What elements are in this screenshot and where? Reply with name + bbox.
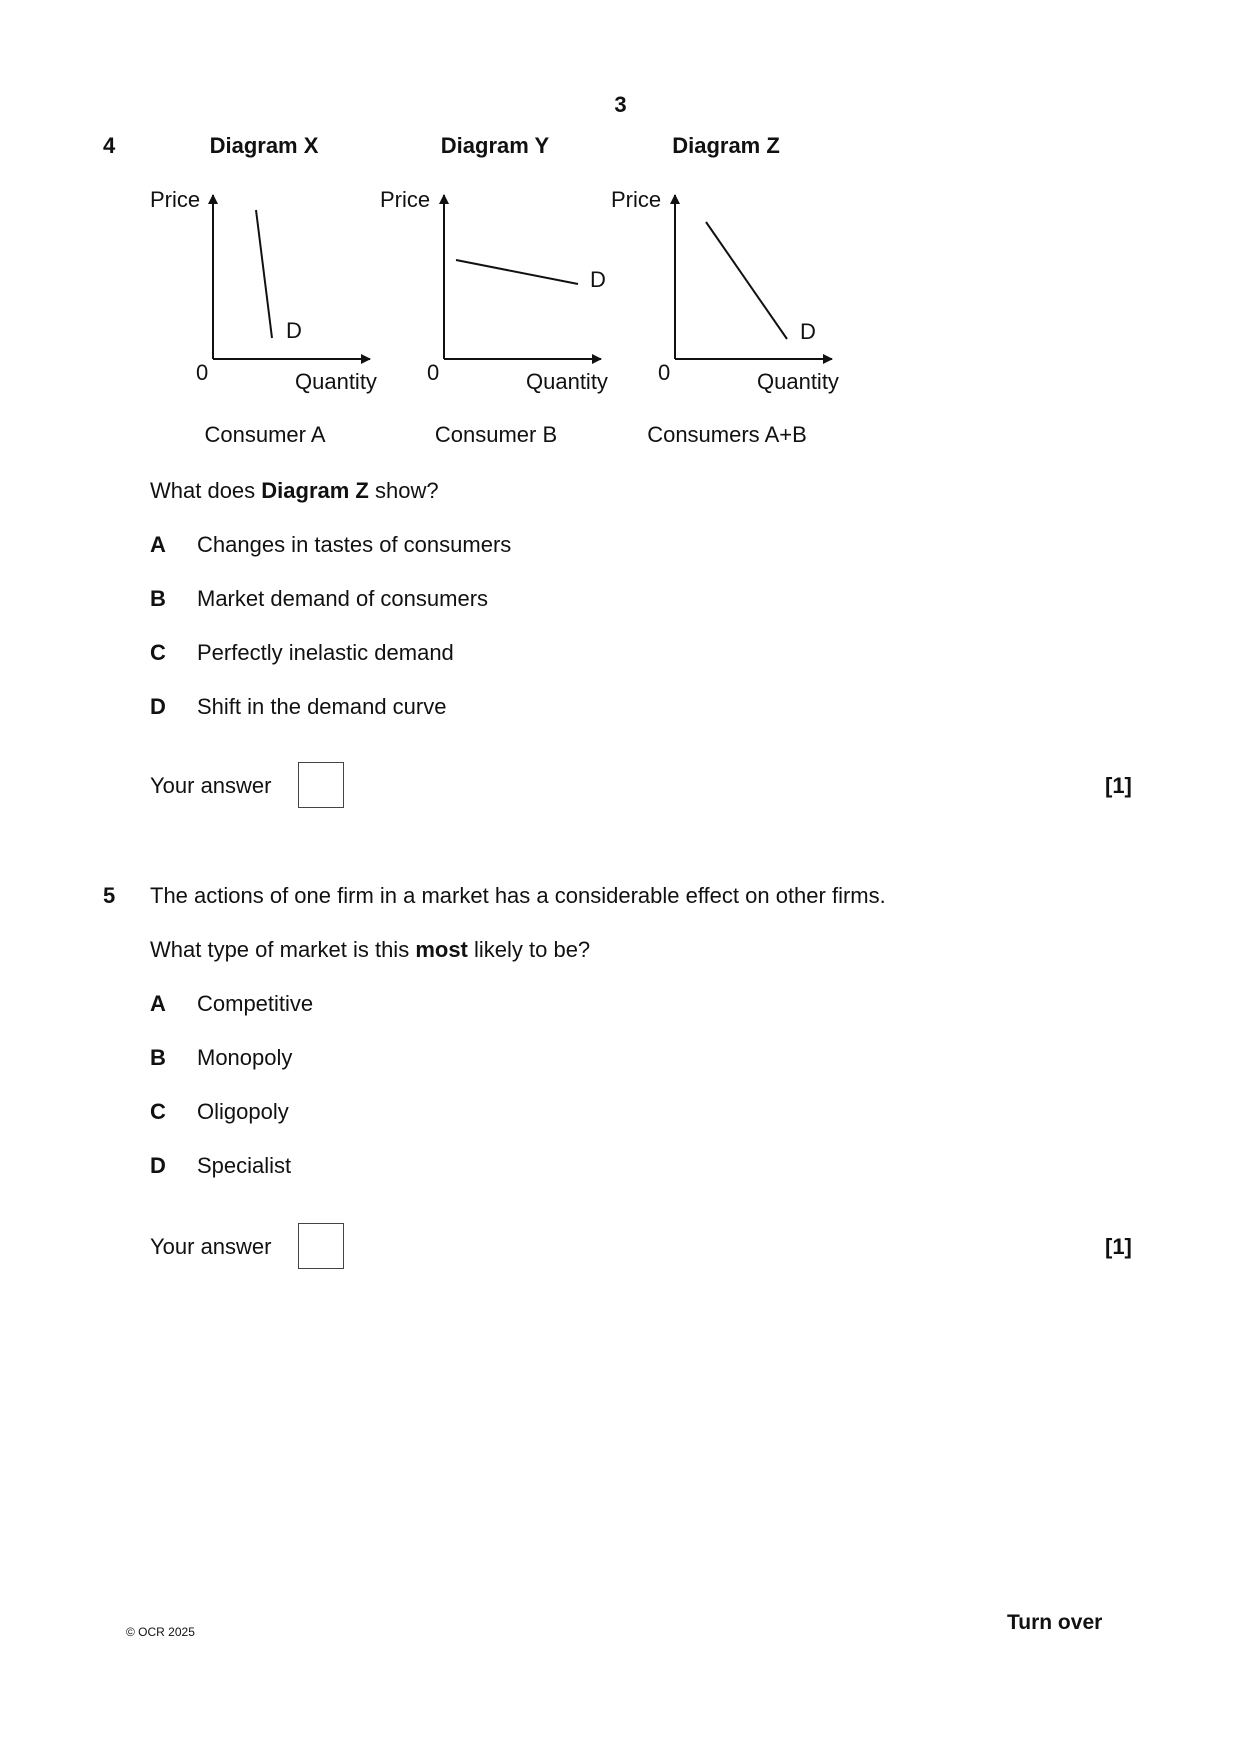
q5-answer-box[interactable] [298,1223,344,1269]
q4-option-c-text: Perfectly inelastic demand [197,640,454,665]
diagram-x-demand-curve [256,210,272,338]
turn-over-label: Turn over [1007,1611,1103,1634]
q4-option-b-text: Market demand of consumers [197,586,489,611]
diagram-y [380,187,608,394]
q4-marks: [1] [1105,773,1132,798]
diagram-x-origin: 0 [196,360,209,385]
question-4-stem [150,478,439,504]
q4-option-d-text: Shift in the demand curve [197,694,447,719]
diagram-z-y-label: Price [611,187,662,212]
question-5-number: 5 [103,883,116,908]
question-5-statement: The actions of one firm in a market has a considerable effect on other firms. [150,883,886,908]
question-4-stem-pre: What does [150,478,262,503]
q5-option-b-text: Monopoly [197,1045,293,1070]
q4-answer-box[interactable] [298,762,344,808]
q4-option-a-text: Changes in tastes of consumers [197,532,512,557]
diagram-z-origin: 0 [658,360,671,385]
q4-option-b-letter: B [150,586,166,611]
q5-option-c-letter: C [150,1099,166,1124]
q5-option-d-text: Specialist [197,1153,292,1178]
diagram-y-origin: 0 [427,360,440,385]
diagram-z-caption: Consumers A+B [647,422,807,447]
diagram-z-curve-label: D [800,319,816,344]
diagram-x [150,187,377,394]
q4-option-c-letter: C [150,640,166,665]
diagram-x-title: Diagram X [209,133,319,158]
q5-option-d-letter: D [150,1153,166,1178]
diagram-y-title: Diagram Y [440,133,550,158]
diagram-x-x-label: Quantity [295,369,377,394]
diagram-y-y-label: Price [380,187,431,212]
question-5-stem [150,937,590,963]
copyright-notice: © OCR 2025 [126,1625,195,1639]
diagram-x-y-label: Price [150,187,201,212]
q5-answer-label: Your answer [150,1234,272,1259]
diagram-y-curve-label: D [590,267,606,292]
question-4-number: 4 [103,133,116,158]
question-4-stem-bold: Diagram Z [261,478,369,503]
question-5-stem-post: likely to be? [467,937,591,962]
question-4-stem-post: show? [368,478,439,503]
q4-option-d-letter: D [150,694,166,719]
question-5-stem-bold: most [415,937,468,962]
diagram-y-demand-curve [456,260,578,284]
diagram-z [611,187,839,394]
q5-marks: [1] [1105,1234,1132,1259]
question-5-stem-pre: What type of market is this [150,937,416,962]
page-number: 3 [614,92,627,117]
q4-option-a-letter: A [150,532,166,557]
diagram-x-curve-label: D [286,318,302,343]
q5-option-b-letter: B [150,1045,166,1070]
diagram-x-caption: Consumer A [204,422,326,447]
q5-option-c-text: Oligopoly [197,1099,289,1124]
diagram-z-x-label: Quantity [757,369,839,394]
q4-answer-label: Your answer [150,773,272,798]
diagram-y-x-label: Quantity [526,369,608,394]
diagram-z-demand-curve [706,222,787,339]
diagram-y-caption: Consumer B [434,422,558,447]
diagram-z-title: Diagram Z [672,133,780,158]
q5-option-a-text: Competitive [197,991,314,1016]
demand-diagrams [0,0,1241,460]
q5-option-a-letter: A [150,991,166,1016]
